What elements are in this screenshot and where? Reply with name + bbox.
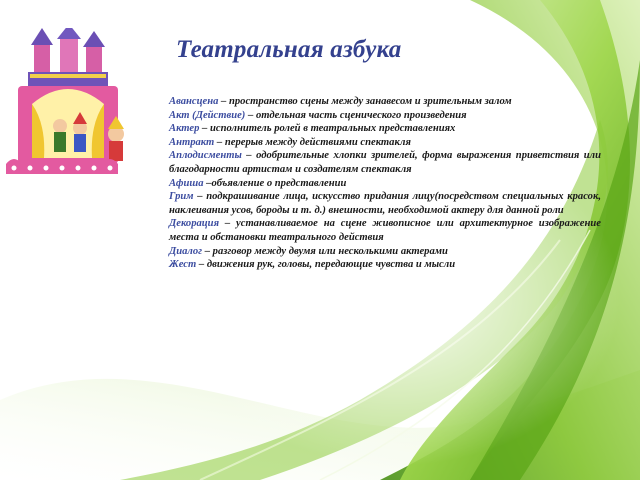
glossary-term: Грим [169,191,194,203]
puppet-theater-icon [0,28,140,174]
glossary-entry [169,217,601,244]
glossary-definition: – перерыв между действиями спектакля [214,136,411,148]
page-title: Театральная азбука [176,36,402,63]
glossary-term: Жест [169,259,197,271]
glossary-entry [169,190,601,217]
glossary-term: Акт (Действие) [169,109,246,121]
glossary-definition: – разговор между двумя или несколькими актерами [202,245,448,257]
glossary-term: Диалог [169,245,203,257]
glossary-entry [169,258,601,272]
glossary-term: Декорация [169,218,220,230]
glossary-term: Афиша [169,177,204,189]
glossary-entry [169,149,601,176]
glossary-term: Антракт [169,136,215,148]
glossary-term: Авансцена [169,96,219,107]
glossary-definition: –объявление о представлении [203,177,347,189]
glossary-definition: – подкрашивание лица, искусство придания лицу(посредством специальных красок, наклеивания усов, бороды и т. д.) внешности, необходимой актеру для данной роли [169,191,601,216]
glossary-entry [169,122,601,136]
glossary-entry [169,95,601,109]
glossary-definition: – пространство сцены между занавесом и зрительным залом [218,96,512,107]
glossary-term: Актер [169,123,200,135]
glossary-definition: – устанавливаемое на сцене живописное или архитектурное изображение места и обстановки театрального действия [169,218,601,243]
glossary-entry [169,177,601,191]
glossary-definition: – движения рук, головы, передающие чувства и мысли [196,259,456,271]
glossary-definition: – одобрительные хлопки зрителей, форма выражения приветствия или благодарности артистам и создателям спектакля [169,150,601,175]
glossary-list [169,95,601,272]
glossary-definition: – исполнитель ролей в театральных представлениях [199,123,456,135]
glossary-entry [169,245,601,259]
glossary-entry [169,136,601,150]
glossary-entry [169,109,601,123]
glossary-term: Аплодисменты [169,150,242,162]
glossary-definition: – отдельная часть сценического произведения [245,109,467,121]
